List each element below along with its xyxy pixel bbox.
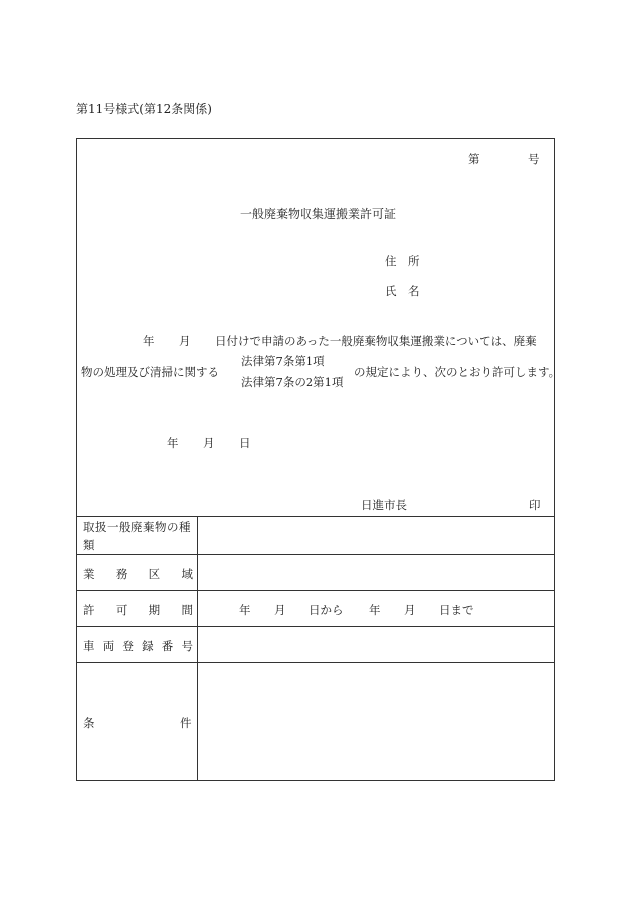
body-month: 月 [179,334,191,348]
date-year: 年 [167,436,179,450]
vehicle-reg-char: 車 [83,639,95,653]
row-divider [77,662,554,663]
period-to-year: 年 [369,603,381,617]
period-from-month: 月 [274,603,286,617]
name-label: 氏 名 [385,284,420,298]
vehicle-reg-char: 登 [122,639,134,653]
body-line2-start: 物の処理及び清掃に関する [81,365,219,379]
law-option-1: 法律第7条第1項 [241,354,325,368]
permit-period-label [83,602,193,618]
body-line1: 日付けで申請のあった一般廃棄物収集運搬業については、廃棄 [215,334,537,348]
permit-period-char: 間 [181,603,193,617]
doc-number-go: 号 [528,152,540,166]
period-from-year: 年 [239,603,251,617]
business-area-char: 域 [181,567,193,581]
certificate-title: 一般廃棄物収集運搬業許可証 [240,207,397,221]
body-line2-end: の規定により、次のとおり許可します。 [354,365,561,379]
vehicle-reg-char: 番 [161,639,174,653]
vehicle-reg-label [83,638,193,654]
column-divider [197,517,198,780]
conditions-label-1: 条 [83,716,95,730]
waste-type-label: 取扱一般廃棄物の種類 [83,520,191,552]
vehicle-reg-char: 号 [181,639,193,653]
address-label: 住 所 [385,254,420,268]
period-to-day: 日まで [439,603,474,617]
row-divider [77,626,554,627]
permit-period-char: 期 [148,603,161,617]
issuer-seal: 印 [529,498,541,512]
table-top-border [77,516,554,517]
body-year: 年 [143,334,155,348]
permit-period-char: 可 [115,603,128,617]
business-area-char: 区 [148,567,161,581]
conditions-label-2: 件 [180,716,192,730]
row-divider [77,554,554,555]
vehicle-reg-char: 両 [102,639,115,653]
business-area-char: 業 [83,567,95,581]
permit-period-char: 許 [83,603,95,617]
law-option-2: 法律第7条の2第1項 [241,375,344,389]
period-to-month: 月 [404,603,416,617]
business-area-label [83,566,193,582]
date-day: 日 [239,436,251,450]
permit-frame [76,138,561,781]
business-area-char: 務 [115,567,128,581]
vehicle-reg-char: 録 [142,639,154,653]
doc-number-dai: 第 [468,152,480,166]
row-divider [77,590,554,591]
form-number: 第11号様式(第12条関係) [76,102,212,116]
date-month: 月 [203,436,215,450]
issuer-name: 日進市長 [361,498,407,512]
period-from-day: 日から [309,603,344,617]
